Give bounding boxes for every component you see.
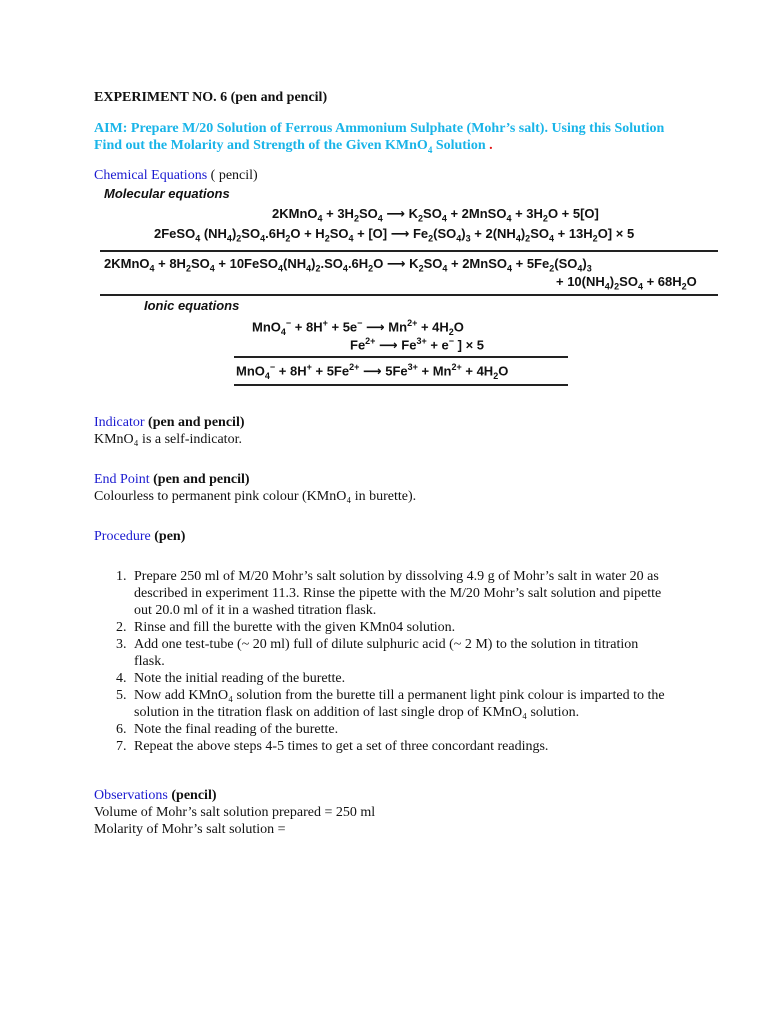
heading-label: Indicator: [94, 415, 145, 430]
heading-note: (pen and pencil): [149, 472, 250, 487]
page-title: EXPERIMENT NO. 6 (pen and pencil): [94, 90, 328, 105]
equation-molecular-sum-cont: + $10(NH_4)_2SO_4 + 68H_2O$: [556, 274, 697, 292]
heading-note: (pencil): [167, 788, 217, 803]
observations-heading: [94, 788, 217, 804]
equation-ionic-1: MnO$_4$− + 8H+ + 5e− ⟶ $Mn^{2+} + 4H_2O$: [252, 318, 464, 337]
equation-molecular-sum: 2KMnO$_4$ + $8H_2SO_4$ + $10FeSO_4(NH_4)_2.SO_4.6H_2O$ ⟶ $K_2SO_4$ + 2MnSO$_4$ + $5Fe_2(SO_4)_3$: [104, 256, 592, 274]
equation-molecular-1: 2KMnO$_4$ + $3H_2SO_4$ ⟶ $K_2SO_4$ + 2MnSO$_4$ + $3H_2O + 5[O]$: [272, 206, 599, 224]
procedure-list: [108, 568, 668, 755]
equation-rule-2: [100, 294, 718, 296]
heading-note: (pen): [150, 529, 186, 544]
observation-line-1: Volume of Mohr’s salt solution prepared = 250 ml: [94, 805, 376, 820]
equation-ionic-sum: $MnO_4^- + 8H^+ + 5Fe^{2+}$ ⟶ $5Fe^{3+} + Mn^{2+} + 4H_2O$: [236, 362, 509, 381]
equation-molecular-2: 2FeSO$_4$ $(NH_4)_2SO_4.6H_2O + H_2SO_4 + [O]$ ⟶ $Fe_2(SO_4)_3 + 2(NH_4)_2SO_4 + 13H_2O] \times 5$: [154, 226, 635, 244]
aim-tail: Solution: [432, 138, 486, 153]
aim-statement: [94, 120, 694, 159]
aim-subscript: 4: [427, 144, 433, 155]
procedure-step: 2. Rinse and fill the burette with the given KMn04 solution.: [130, 619, 668, 636]
equation-ionic-2: $Fe^{2+}$ ⟶ $Fe^{3+} + e^-$ ] × 5: [350, 336, 485, 353]
procedure-step: 3. Add one test-tube (~ 20 ml) full of dilute sulphuric acid (~ 2 M) to the solution in titration flask.: [130, 636, 668, 670]
heading-label: End Point: [94, 472, 150, 487]
chemical-equations-heading: [94, 168, 258, 184]
ionic-equations-label: Ionic equations: [144, 298, 240, 313]
indicator-text: KMnO₄ is a self-indicator.: [94, 432, 242, 447]
aim-dot: .: [485, 138, 493, 153]
equation-rule-1: [100, 250, 718, 252]
heading-label: Chemical Equations: [94, 168, 208, 183]
end-point-heading: [94, 472, 250, 488]
procedure-step: 6. Note the final reading of the burette.: [130, 721, 668, 738]
procedure-heading: [94, 529, 185, 545]
equation-rule-3: [234, 356, 568, 358]
heading-note: (pen and pencil): [144, 415, 245, 430]
heading-note: ( pencil): [207, 168, 258, 183]
equation-rule-4: [234, 384, 568, 386]
heading-label: Observations: [94, 788, 168, 803]
procedure-step: 7. Repeat the above steps 4-5 times to get a set of three concordant readings.: [130, 738, 668, 755]
heading-label: Procedure: [94, 529, 151, 544]
observation-line-2: Molarity of Mohr’s salt solution =: [94, 822, 286, 837]
procedure-step: 5. Now add KMnO₄ solution from the burette till a permanent light pink colour is imparted to the solution in the titration flask on addition of last single drop of KMnO₄ solution.: [130, 687, 668, 721]
molecular-equations-label: Molecular equations: [104, 186, 230, 201]
procedure-step: 4. Note the initial reading of the burette.: [130, 670, 668, 687]
indicator-heading: [94, 415, 245, 431]
end-point-text: Colourless to permanent pink colour (KMnO₄ in burette).: [94, 489, 417, 504]
aim-text: AIM: Prepare M/20 Solution of Ferrous Ammonium Sulphate (Mohr’s salt). Using this Solution Find out the Molarity and Strength of the Given KMnO: [94, 121, 665, 153]
procedure-step: 1. Prepare 250 ml of M/20 Mohr’s salt solution by dissolving 4.9 g of Mohr’s salt in water 20 as described in experiment 11.3. Rinse the pipette with the M/20 Mohr’s salt solution and pipette out 20.0 ml of it in a washed titration flask.: [130, 568, 668, 619]
